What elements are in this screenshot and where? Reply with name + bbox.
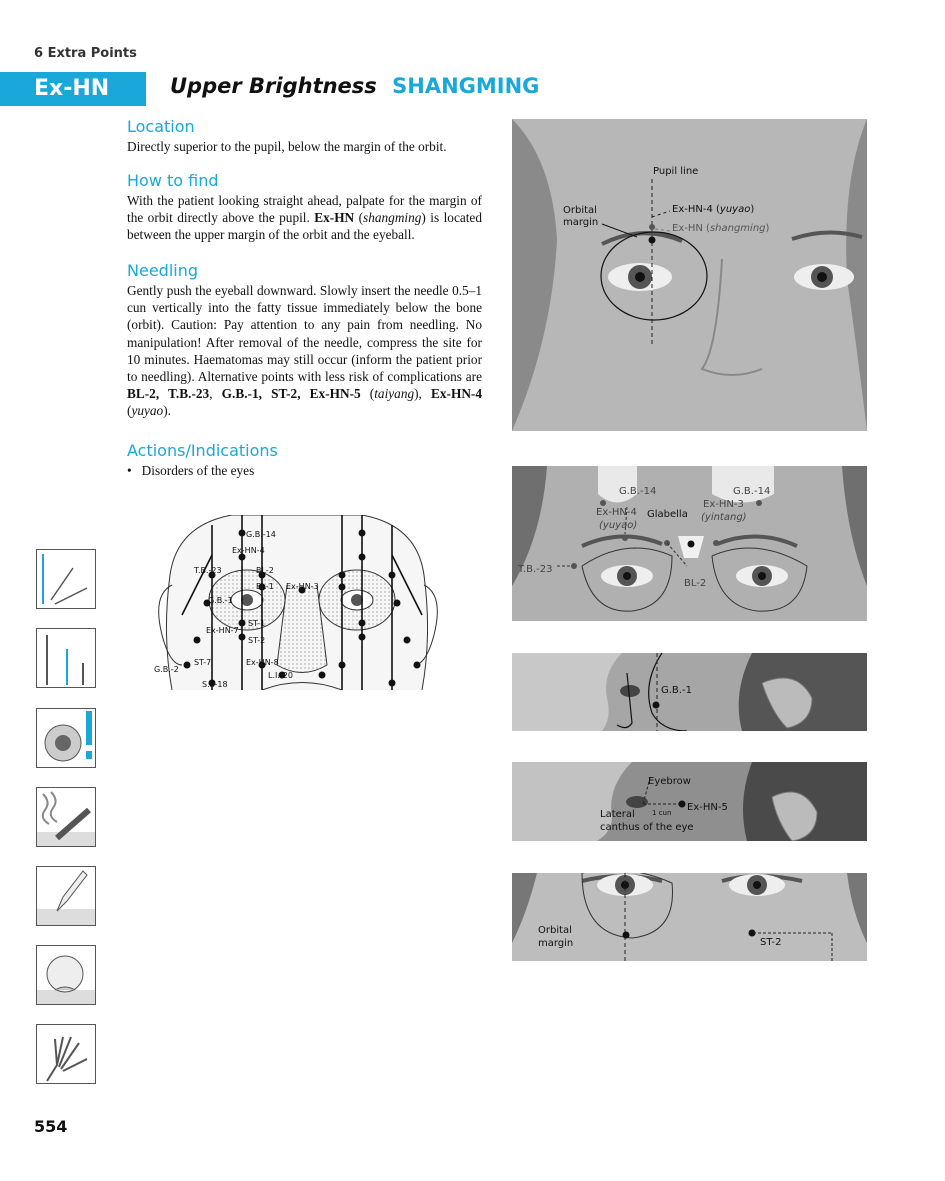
exhn4-label: Ex-HN-4 (yuyao) [672,204,755,215]
needle-lengths-icon [36,628,96,688]
exhn3-label: Ex-HN-3 [703,499,744,510]
diagram-label: Ex-HN-3 [286,582,319,591]
exhn4-label: Ex-HN-4 [596,507,637,518]
hand-icon [36,1024,96,1084]
one-cun-label: 1 cun [652,809,672,817]
pupil-line-label: Pupil line [653,166,699,177]
orbital-margin-label: Orbital margin [563,205,599,228]
diagram-label: Ex-HN-7 [206,626,239,635]
lateral-label: Lateral [600,809,635,820]
diagram-label: BL-1 [256,582,274,591]
actions-list [127,462,482,479]
needles-icon [36,549,96,609]
face-point-diagram [152,515,442,690]
how-to-find-heading: How to find [127,171,219,190]
eye-caution-icon [36,708,96,768]
needling-heading: Needling [127,261,198,280]
bl2-label: BL-2 [684,578,707,589]
location-text: Directly superior to the pupil, below the margin of the orbit. [127,139,447,154]
page-title [170,74,539,98]
actions-heading: Actions/Indications [127,441,278,460]
location-heading: Location [127,117,195,136]
yintang-label: (yintang) [701,512,747,523]
exhn-label: Ex-HN (shangming) [672,223,770,234]
photo-forehead [512,466,867,621]
diagram-label: G.B.-2 [154,665,179,674]
title-english: Upper Brightness [170,74,377,98]
tb23-label: T.B.-23 [518,564,553,575]
glabella-label: Glabella [647,509,688,520]
diagram-label: L.I.-20 [268,671,293,680]
diagram-label: ST-7 [194,658,212,667]
needling-text: Gently push the eyeball downward. Slowly insert the needle 0.5–1 cun vertically into the fatty tissue immediately below the bone (orbit). Caution: Pay attention to any pain from needling. No manipulation! After removal of the needle, compress the site for 10 minutes. Haematomas may still occur (inform the patient prior to needling). Alternative points with less risk of complications are BL-2, T.B.-23, G.B.-1, ST-2, Ex-HN-5 (taiyang), Ex-HN-4 (yuyao). [127,283,482,419]
chapter-header: 6 Extra Points [34,46,137,61]
orbital-label: Orbital [538,925,572,936]
diagram-label: Ex-HN-4 [232,546,265,555]
st2-label: ST-2 [760,937,782,948]
photo-face-front [512,119,867,431]
point-code-tab: Ex-HN [0,72,146,106]
needle-insertion-icon [36,866,96,926]
photo-profile-gb1 [512,653,867,731]
diagram-label: ST-2 [248,636,266,645]
diagram-label: G.B.-1 [208,596,233,605]
yuyao-label: (yuyao) [599,520,638,531]
title-pinyin: SHANGMING [392,74,540,98]
gb14-right-label: G.B.-14 [733,486,771,497]
bullet-icon: • [127,463,132,478]
photo-profile-exhn5 [512,762,867,841]
exhn5-label: Ex-HN-5 [687,802,728,813]
cupping-icon [36,945,96,1005]
gb1-label: G.B.-1 [661,685,692,696]
diagram-label: S.I.-18 [202,680,228,689]
moxibustion-icon [36,787,96,847]
page-number: 554 [34,1117,68,1136]
diagram-label: ST-1 [248,619,266,628]
diagram-label: T.B.-23 [194,566,222,575]
eyebrow-label: Eyebrow [648,776,691,787]
canthus-label: canthus of the eye [600,822,694,833]
diagram-label: BL-2 [256,566,274,575]
margin-label: margin [538,938,574,949]
diagram-label: G.B.-14 [246,530,276,539]
diagram-label: Ex-HN-8 [246,658,279,667]
photo-lower-eyes [512,873,867,961]
gb14-left-label: G.B.-14 [619,486,657,497]
list-item: Disorders of the eyes [141,463,255,478]
how-to-find-text: With the patient looking straight ahead, palpate for the margin of the orbit directly above the pupil. Ex-HN (shangming) is located between the upper margin of the orbit and the eyeball. [127,193,482,243]
